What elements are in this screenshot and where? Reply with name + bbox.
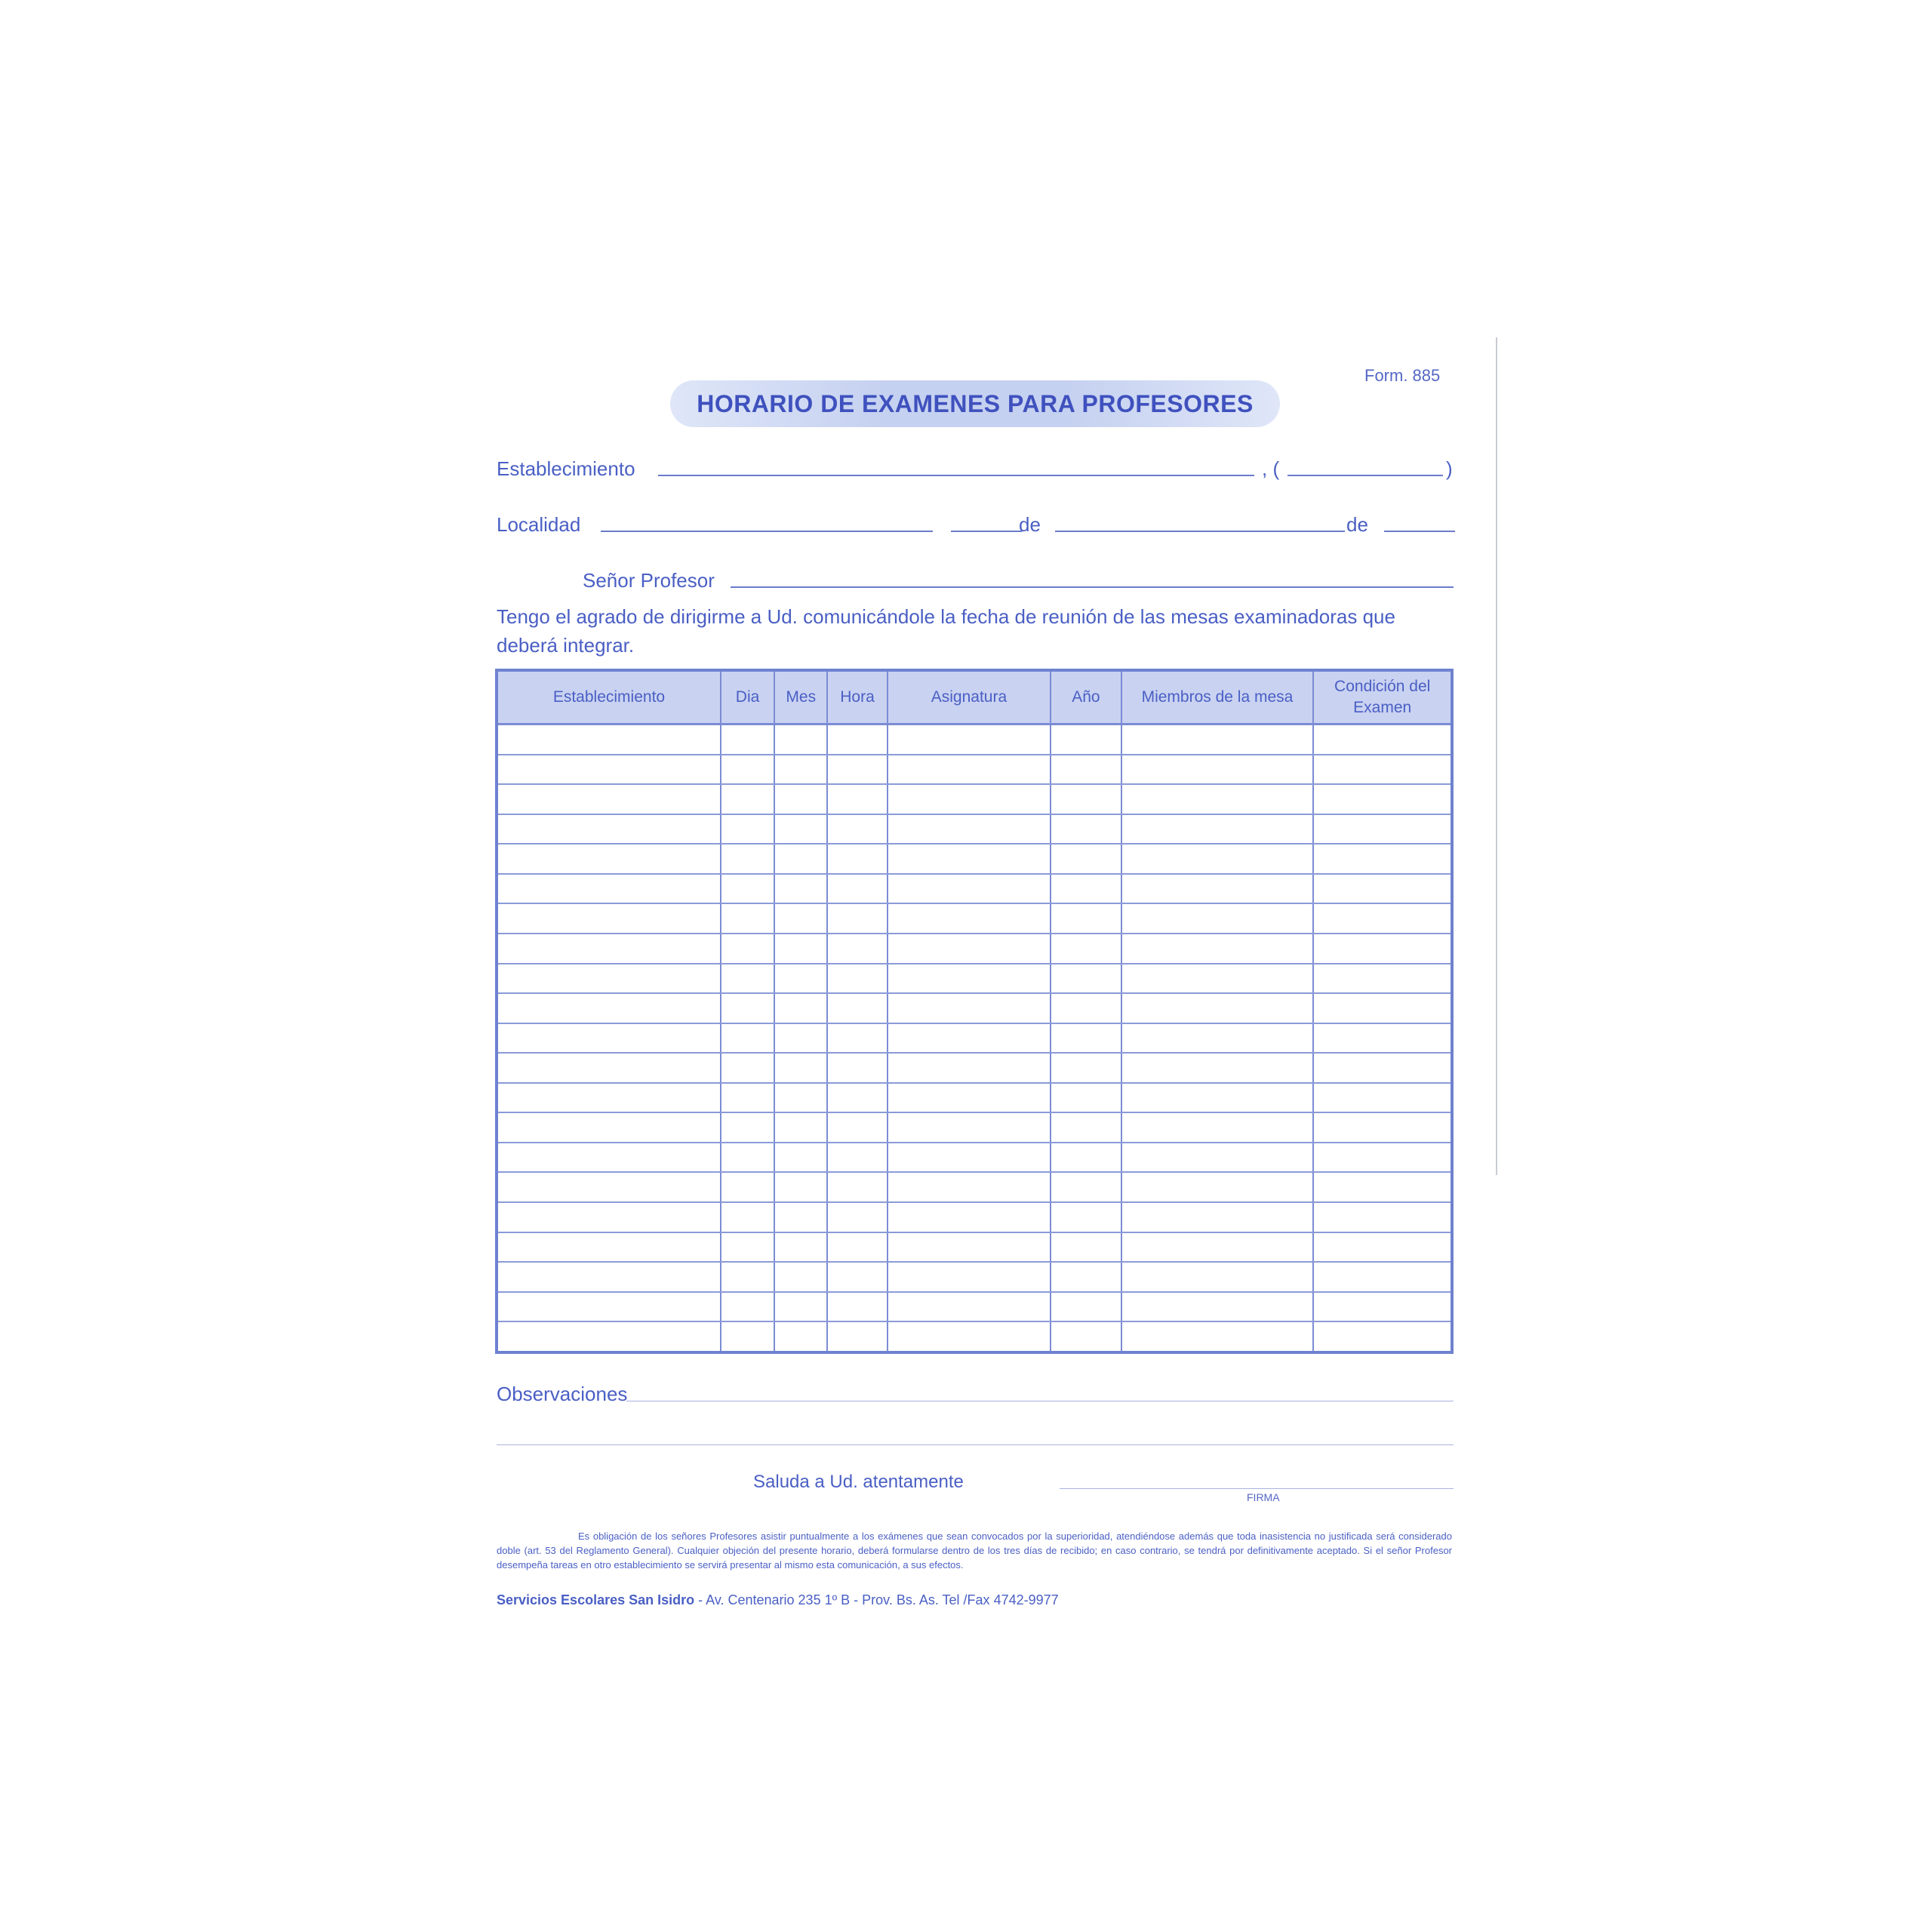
table-cell[interactable] [497, 903, 721, 934]
table-cell[interactable] [1313, 784, 1452, 814]
exam-schedule-table [495, 669, 1454, 1354]
table-cell[interactable] [1051, 1321, 1121, 1352]
table-cell[interactable] [827, 724, 887, 755]
table-cell[interactable] [1313, 724, 1452, 755]
table-cell[interactable] [774, 1053, 827, 1083]
column-header-3: Hora [827, 670, 887, 724]
table-row [497, 903, 1452, 934]
table-cell[interactable] [1121, 964, 1314, 994]
table-cell[interactable] [721, 934, 774, 964]
table-cell[interactable] [774, 1112, 827, 1143]
table-cell[interactable] [497, 1262, 721, 1292]
publisher-address: - Av. Centenario 235 1º B - Prov. Bs. As. Tel /Fax 4742-9977 [694, 1592, 1059, 1607]
table-cell[interactable] [1313, 964, 1452, 994]
table-cell[interactable] [1313, 755, 1452, 785]
table-cell[interactable] [888, 934, 1051, 964]
table-cell[interactable] [721, 964, 774, 994]
table-cell[interactable] [1121, 1202, 1314, 1232]
table-cell[interactable] [497, 844, 721, 874]
table-cell[interactable] [888, 903, 1051, 934]
table-cell[interactable] [774, 903, 827, 934]
table-cell[interactable] [827, 993, 887, 1023]
de-label-1: de [1019, 513, 1041, 536]
table-cell[interactable] [774, 1083, 827, 1113]
table-cell[interactable] [1121, 903, 1314, 934]
table-cell[interactable] [721, 1112, 774, 1143]
table-cell[interactable] [774, 1292, 827, 1322]
table-cell[interactable] [1121, 1321, 1314, 1352]
table-cell[interactable] [827, 1143, 887, 1173]
table-cell[interactable] [721, 1083, 774, 1113]
table-cell[interactable] [888, 1292, 1051, 1322]
table-cell[interactable] [1051, 1292, 1121, 1322]
table-cell[interactable] [888, 1172, 1051, 1202]
publisher-name: Servicios Escolares San Isidro [497, 1592, 695, 1607]
table-cell[interactable] [721, 993, 774, 1023]
table-row [497, 755, 1452, 785]
table-cell[interactable] [1121, 1172, 1314, 1202]
table-row [497, 1083, 1452, 1113]
table-cell[interactable] [827, 1292, 887, 1322]
day-field[interactable] [951, 531, 1022, 532]
table-cell[interactable] [497, 993, 721, 1023]
table-cell[interactable] [1051, 1083, 1121, 1113]
table-cell[interactable] [1121, 934, 1314, 964]
table-cell[interactable] [1313, 1053, 1452, 1083]
table-cell[interactable] [1313, 814, 1452, 844]
table-cell[interactable] [827, 1232, 887, 1263]
table-cell[interactable] [1051, 1023, 1121, 1054]
table-cell[interactable] [1051, 903, 1121, 934]
table-cell[interactable] [888, 1023, 1051, 1054]
table-cell[interactable] [497, 964, 721, 994]
table-cell[interactable] [721, 755, 774, 785]
table-cell[interactable] [1051, 1172, 1121, 1202]
table-cell[interactable] [1313, 874, 1452, 904]
column-header-7: Condición del Examen [1313, 670, 1452, 724]
table-cell[interactable] [497, 934, 721, 964]
table-cell[interactable] [1121, 724, 1314, 755]
de-label-2: de [1346, 513, 1368, 536]
table-cell[interactable] [888, 1262, 1051, 1292]
table-cell[interactable] [1313, 1292, 1452, 1322]
table-cell[interactable] [888, 993, 1051, 1023]
table-cell[interactable] [1051, 1112, 1121, 1143]
table-cell[interactable] [497, 1083, 721, 1113]
table-row [497, 1292, 1452, 1322]
establecimiento-field[interactable] [658, 475, 1254, 476]
table-cell[interactable] [888, 1143, 1051, 1173]
signature-line[interactable] [1060, 1488, 1454, 1489]
table-cell[interactable] [721, 1023, 774, 1054]
table-cell[interactable] [1313, 993, 1452, 1023]
table-cell[interactable] [497, 1292, 721, 1322]
signature-label: FIRMA [1247, 1491, 1280, 1503]
establecimiento-code-field[interactable] [1287, 475, 1443, 476]
table-row [497, 784, 1452, 814]
table-cell[interactable] [1121, 1083, 1314, 1113]
table-cell[interactable] [721, 724, 774, 755]
table-cell[interactable] [721, 874, 774, 904]
table-cell[interactable] [497, 814, 721, 844]
table-cell[interactable] [1051, 1262, 1121, 1292]
table-cell[interactable] [1313, 1083, 1452, 1113]
table-cell[interactable] [774, 1143, 827, 1173]
table-row [497, 1321, 1452, 1352]
table-cell[interactable] [827, 964, 887, 994]
table-cell[interactable] [827, 1172, 887, 1202]
table-row [497, 1023, 1452, 1054]
form-title: HORARIO DE EXAMENES PARA PROFESORES [697, 389, 1254, 417]
table-cell[interactable] [827, 814, 887, 844]
table-cell[interactable] [1121, 1143, 1314, 1173]
table-cell[interactable] [721, 1202, 774, 1232]
table-row [497, 934, 1452, 964]
table-cell[interactable] [888, 844, 1051, 874]
table-cell[interactable] [827, 1053, 887, 1083]
table-row [497, 1172, 1452, 1202]
table-cell[interactable] [774, 1262, 827, 1292]
table-cell[interactable] [721, 814, 774, 844]
table-cell[interactable] [1121, 755, 1314, 785]
table-cell[interactable] [888, 814, 1051, 844]
observaciones-line-2[interactable] [497, 1444, 1454, 1445]
table-cell[interactable] [888, 964, 1051, 994]
form-number: Form. 885 [1364, 366, 1441, 385]
table-row [497, 874, 1452, 904]
table-cell[interactable] [497, 1023, 721, 1054]
table-cell[interactable] [888, 755, 1051, 785]
table-cell[interactable] [1051, 993, 1121, 1023]
table-cell[interactable] [721, 1262, 774, 1292]
table-cell[interactable] [1051, 1143, 1121, 1173]
table-cell[interactable] [774, 814, 827, 844]
month-field[interactable] [1055, 531, 1345, 532]
table-cell[interactable] [774, 724, 827, 755]
table-cell[interactable] [1121, 874, 1314, 904]
salutation-text: Saluda a Ud. atentamente [753, 1472, 964, 1492]
table-cell[interactable] [721, 903, 774, 934]
table-cell[interactable] [888, 1202, 1051, 1232]
establecimiento-label: Establecimiento [497, 457, 635, 480]
table-cell[interactable] [497, 1321, 721, 1352]
column-header-1: Dia [721, 670, 774, 724]
table-cell[interactable] [774, 1232, 827, 1263]
table-cell[interactable] [1313, 1232, 1452, 1263]
table-cell[interactable] [721, 1053, 774, 1083]
table-cell[interactable] [1051, 964, 1121, 994]
table-cell[interactable] [827, 934, 887, 964]
table-row [497, 964, 1452, 994]
table-cell[interactable] [827, 874, 887, 904]
table-cell[interactable] [721, 1232, 774, 1263]
table-cell[interactable] [1121, 1023, 1314, 1054]
table-cell[interactable] [1051, 844, 1121, 874]
table-cell[interactable] [1313, 1112, 1452, 1143]
table-cell[interactable] [497, 1143, 721, 1173]
senor-profesor-label: Señor Profesor [583, 569, 715, 592]
table-cell[interactable] [1051, 1232, 1121, 1263]
table-cell[interactable] [888, 1083, 1051, 1113]
table-header-row [497, 670, 1452, 724]
title-banner [670, 380, 1280, 427]
table-cell[interactable] [497, 1172, 721, 1202]
table-cell[interactable] [888, 1321, 1051, 1352]
table-row [497, 724, 1452, 755]
table-cell[interactable] [827, 784, 887, 814]
table-cell[interactable] [774, 1172, 827, 1202]
table-cell[interactable] [774, 784, 827, 814]
column-header-2: Mes [774, 670, 827, 724]
table-row [497, 814, 1452, 844]
table-cell[interactable] [1121, 784, 1314, 814]
table-cell[interactable] [827, 1083, 887, 1113]
legal-notice: Es obligación de los señores Profesores asistir puntualmente a los exámenes que sean convocados por la superioridad, atendiéndose además que toda inasistencia no justificada será considerado doble (art. 53 del Reglamento General). Cualquier objeción del presente horario, deberá formularse dentro de los tres días de recibido; en caso contrario, se tendrá por definitivamente aceptado. Si el señor Profesor desempeña tareas en otro establecimiento se servirá presentar al mismo esta comunicación, a sus efectos. [497, 1531, 1452, 1571]
table-row [497, 1112, 1452, 1143]
table-cell[interactable] [721, 1143, 774, 1173]
table-body [497, 724, 1452, 1353]
table-cell[interactable] [774, 874, 827, 904]
table-cell[interactable] [774, 755, 827, 785]
table-cell[interactable] [721, 1292, 774, 1322]
column-header-0: Establecimiento [497, 670, 721, 724]
table-cell[interactable] [774, 993, 827, 1023]
table-cell[interactable] [827, 1202, 887, 1232]
table-cell[interactable] [827, 903, 887, 934]
table-row [497, 1143, 1452, 1173]
paper-edge [1496, 337, 1497, 1175]
table-cell[interactable] [1121, 814, 1314, 844]
table-cell[interactable] [1313, 1262, 1452, 1292]
column-header-5: Año [1051, 670, 1121, 724]
table-cell[interactable] [1051, 784, 1121, 814]
table-cell[interactable] [1051, 724, 1121, 755]
observaciones-label: Observaciones [497, 1383, 628, 1405]
table-cell[interactable] [1121, 1292, 1314, 1322]
column-header-4: Asignatura [888, 670, 1051, 724]
table-cell[interactable] [1121, 993, 1314, 1023]
table-cell[interactable] [1313, 1172, 1452, 1202]
table-cell[interactable] [1051, 755, 1121, 785]
table-cell[interactable] [497, 1202, 721, 1232]
table-cell[interactable] [721, 1172, 774, 1202]
table-row [497, 1232, 1452, 1263]
table-cell[interactable] [497, 1112, 721, 1143]
table-cell[interactable] [888, 784, 1051, 814]
year-field[interactable] [1384, 531, 1455, 532]
table-cell[interactable] [1313, 1023, 1452, 1054]
table-cell[interactable] [497, 755, 721, 785]
table-cell[interactable] [1121, 1262, 1314, 1292]
table-cell[interactable] [1121, 844, 1314, 874]
table-cell[interactable] [1051, 1202, 1121, 1232]
table-cell[interactable] [1121, 1112, 1314, 1143]
table-row [497, 1053, 1452, 1083]
table-cell[interactable] [721, 844, 774, 874]
table-cell[interactable] [1313, 1202, 1452, 1232]
table-cell[interactable] [827, 1112, 887, 1143]
table-cell[interactable] [497, 874, 721, 904]
table-cell[interactable] [774, 934, 827, 964]
table-cell[interactable] [1051, 814, 1121, 844]
table-header [497, 670, 1452, 724]
table-cell[interactable] [774, 1202, 827, 1232]
table-row [497, 844, 1452, 874]
establecimiento-paren-open: , ( [1262, 457, 1280, 480]
localidad-field[interactable] [601, 531, 933, 532]
table-cell[interactable] [774, 964, 827, 994]
table-cell[interactable] [888, 1053, 1051, 1083]
table-cell[interactable] [774, 1321, 827, 1352]
table-cell[interactable] [497, 784, 721, 814]
profesor-name-field[interactable] [731, 586, 1454, 588]
column-header-6: Miembros de la mesa [1121, 670, 1314, 724]
table-row [497, 993, 1452, 1023]
table-cell[interactable] [1121, 1232, 1314, 1263]
table-cell[interactable] [827, 844, 887, 874]
table-cell[interactable] [497, 1053, 721, 1083]
table-cell[interactable] [1313, 844, 1452, 874]
table-cell[interactable] [827, 1262, 887, 1292]
table-row [497, 1262, 1452, 1292]
table-cell[interactable] [827, 1321, 887, 1352]
table-cell[interactable] [1051, 934, 1121, 964]
table-cell[interactable] [774, 844, 827, 874]
table-cell[interactable] [721, 784, 774, 814]
table-cell[interactable] [1313, 903, 1452, 934]
table-cell[interactable] [497, 724, 721, 755]
table-cell[interactable] [1051, 1053, 1121, 1083]
publisher-footer [497, 1592, 1059, 1608]
table-cell[interactable] [1121, 1053, 1314, 1083]
table-cell[interactable] [1313, 934, 1452, 964]
table-cell[interactable] [827, 755, 887, 785]
intro-paragraph: Tengo el agrado de dirigirme a Ud. comunicándole la fecha de reunión de las mesas examinadoras que deberá integrar. [497, 605, 1395, 657]
table-cell[interactable] [721, 1321, 774, 1352]
table-row [497, 1202, 1452, 1232]
localidad-label: Localidad [497, 513, 581, 536]
table-cell[interactable] [1313, 1321, 1452, 1352]
table-cell[interactable] [888, 1232, 1051, 1263]
table-cell[interactable] [827, 1023, 887, 1054]
establecimiento-paren-close: ) [1446, 457, 1453, 480]
table-cell[interactable] [1313, 1143, 1452, 1173]
table-cell[interactable] [888, 874, 1051, 904]
table-cell[interactable] [497, 1232, 721, 1263]
table-cell[interactable] [774, 1023, 827, 1054]
table-cell[interactable] [888, 1112, 1051, 1143]
table-cell[interactable] [888, 724, 1051, 755]
table-cell[interactable] [1051, 874, 1121, 904]
